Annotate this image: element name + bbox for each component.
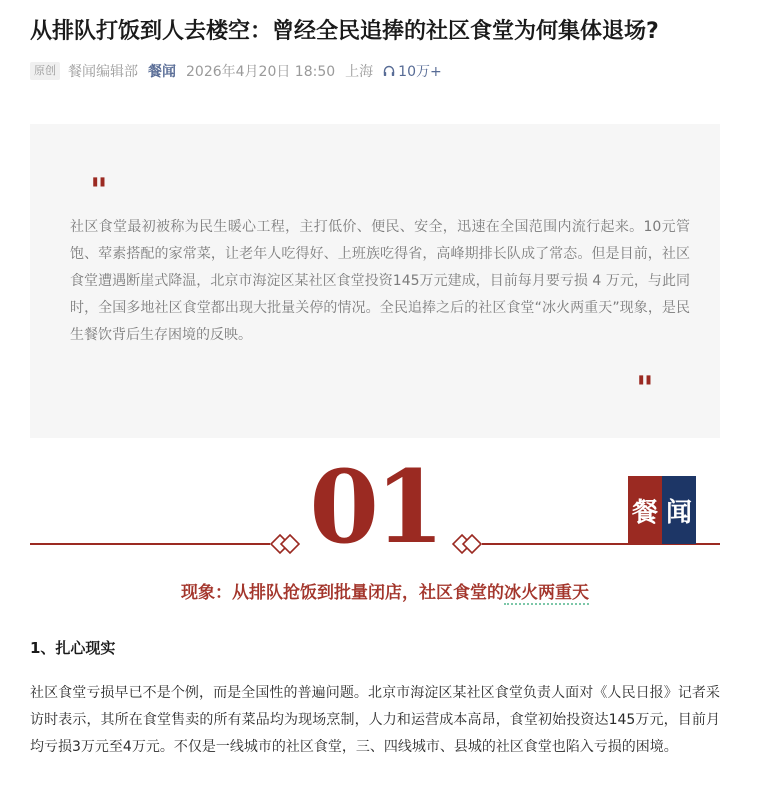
listen-count: 10万+ <box>398 64 442 80</box>
logo-left-char: 餐 <box>628 476 662 544</box>
listen-button[interactable] <box>383 61 442 81</box>
publish-datetime: 2026年4月20日 18:50 <box>186 64 336 80</box>
section-subtitle <box>30 580 740 606</box>
diamond-ornament-right-icon <box>452 533 482 555</box>
close-quote-mark: " <box>636 369 650 409</box>
divider-line-left <box>30 543 270 545</box>
publish-location: 上海 <box>345 64 374 80</box>
subsection-heading: 1、扎心现实 <box>30 639 116 657</box>
section-number: 01 <box>309 448 441 566</box>
section-subtitle-main: 现象：从排队抢饭到批量闭店，社区食堂的 <box>181 583 504 603</box>
diamond-ornament-left-icon <box>270 533 300 555</box>
account-name-link[interactable]: 餐闻 <box>148 64 176 80</box>
article-title: 从排队打饭到人去楼空：曾经全民追捧的社区食堂为何集体退场? <box>30 19 659 44</box>
section-subtitle-highlight: 冰火两重天 <box>504 583 589 603</box>
open-quote-mark: " <box>90 171 104 211</box>
section-header <box>30 450 720 570</box>
intro-quote-text: 社区食堂最初被称为民生暖心工程，主打低价、便民、安全，迅速在全国范围内流行起来。10元管饱、荤素搭配的家常菜，让老年人吃得好、上班族吃得省，高峰期排长队成了常态。但是目前，社区食堂遭遇断崖式降温，北京市海淀区某社区食堂投资145万元建成，目前每月要亏损 4 万元，与此同时，全国多地社区食堂都出现大批量关停的情况。全民追捧之后的社区食堂“冰火两重天”现象，是民生餐饮背后生存困境的反映。 <box>70 219 690 343</box>
original-badge: 原创 <box>30 62 60 80</box>
intro-quote-block <box>30 124 720 438</box>
author-name[interactable]: 餐闻编辑部 <box>68 64 138 80</box>
article-meta <box>30 60 442 82</box>
headphone-icon <box>383 65 395 77</box>
logo-right-char: 闻 <box>662 476 696 544</box>
body-paragraph: 社区食堂亏损早已不是个例，而是全国性的普遍问题。北京市海淀区某社区食堂负责人面对《人民日报》记者采访时表示，其所在食堂售卖的所有菜品均为现场烹制，人力和运营成本高昂，食堂初始投资达145万元，目前月均亏损3万元至4万元。不仅是一线城市的社区食堂，三、四线城市、县城的社区食堂也陷入亏损的困境。 <box>30 685 720 755</box>
canwen-logo <box>628 476 696 544</box>
